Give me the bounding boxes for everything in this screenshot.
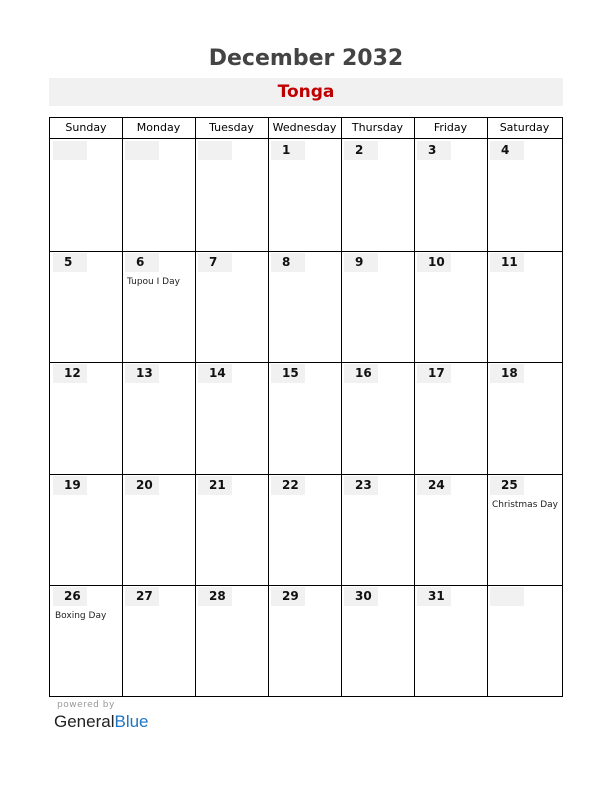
day-number: 19 bbox=[53, 476, 87, 495]
day-cell bbox=[488, 251, 562, 363]
day-cell bbox=[488, 139, 562, 251]
holiday-label: Christmas Day bbox=[492, 500, 559, 510]
day-number: 5 bbox=[53, 253, 87, 272]
brand-general: General bbox=[54, 712, 115, 731]
weekday-friday: Friday bbox=[433, 121, 468, 134]
day-cell bbox=[196, 362, 268, 474]
day-cell bbox=[123, 585, 195, 697]
day-number: 29 bbox=[271, 587, 305, 606]
day-number: 25 bbox=[490, 476, 524, 495]
weekday-monday: Monday bbox=[136, 121, 181, 134]
day-cell bbox=[269, 585, 341, 697]
day-cell bbox=[415, 585, 487, 697]
day-cell bbox=[488, 362, 562, 474]
day-number: 16 bbox=[344, 364, 378, 383]
day-cell bbox=[196, 474, 268, 586]
day-cell bbox=[123, 139, 195, 251]
day-number: 13 bbox=[125, 364, 159, 383]
page-title: December 2032 bbox=[208, 46, 404, 71]
day-number bbox=[53, 141, 87, 160]
day-cell bbox=[196, 585, 268, 697]
day-number bbox=[125, 141, 159, 160]
day-cell bbox=[342, 251, 414, 363]
day-number: 6 bbox=[125, 253, 159, 272]
day-cell bbox=[488, 474, 562, 586]
day-cell bbox=[342, 362, 414, 474]
day-number: 11 bbox=[490, 253, 524, 272]
day-cell bbox=[196, 139, 268, 251]
powered-by-text: powered by bbox=[57, 700, 115, 710]
day-cell bbox=[342, 139, 414, 251]
day-cell bbox=[51, 139, 122, 251]
weekday-tuesday: Tuesday bbox=[209, 121, 254, 134]
day-cell bbox=[51, 251, 122, 363]
calendar-grid bbox=[49, 117, 563, 697]
day-number: 17 bbox=[417, 364, 451, 383]
day-number: 18 bbox=[490, 364, 524, 383]
day-cell bbox=[269, 362, 341, 474]
day-number: 23 bbox=[344, 476, 378, 495]
day-cell bbox=[269, 251, 341, 363]
day-number bbox=[198, 141, 232, 160]
day-cell bbox=[342, 474, 414, 586]
day-number: 2 bbox=[344, 141, 378, 160]
weekday-thursday: Thursday bbox=[351, 121, 404, 134]
day-cell bbox=[123, 251, 195, 363]
day-cell bbox=[269, 474, 341, 586]
brand-blue: Blue bbox=[114, 712, 149, 731]
day-number: 24 bbox=[417, 476, 451, 495]
holiday-label: Boxing Day bbox=[55, 611, 107, 621]
day-number: 1 bbox=[271, 141, 305, 160]
day-cell bbox=[415, 362, 487, 474]
day-number: 10 bbox=[417, 253, 451, 272]
day-cell bbox=[51, 362, 122, 474]
day-number: 22 bbox=[271, 476, 305, 495]
day-cell bbox=[51, 585, 122, 697]
day-number: 31 bbox=[417, 587, 451, 606]
day-number: 7 bbox=[198, 253, 232, 272]
country-banner bbox=[49, 78, 563, 106]
day-number: 14 bbox=[198, 364, 232, 383]
day-cell bbox=[269, 139, 341, 251]
weekday-header-row bbox=[50, 118, 562, 139]
country-name: Tonga bbox=[277, 82, 335, 102]
holiday-label: Tupou I Day bbox=[127, 277, 180, 287]
day-cell bbox=[196, 251, 268, 363]
day-cell bbox=[342, 585, 414, 697]
day-number: 30 bbox=[344, 587, 378, 606]
day-number: 28 bbox=[198, 587, 232, 606]
day-number: 4 bbox=[490, 141, 524, 160]
day-number: 9 bbox=[344, 253, 378, 272]
day-number: 12 bbox=[53, 364, 87, 383]
day-cell bbox=[415, 251, 487, 363]
day-number bbox=[490, 587, 524, 606]
day-number: 20 bbox=[125, 476, 159, 495]
generalblue-logo[interactable] bbox=[54, 712, 149, 732]
day-cell bbox=[51, 474, 122, 586]
day-number: 27 bbox=[125, 587, 159, 606]
day-number: 15 bbox=[271, 364, 305, 383]
day-cell bbox=[415, 474, 487, 586]
day-number: 8 bbox=[271, 253, 305, 272]
weekday-sunday: Sunday bbox=[65, 121, 107, 134]
day-number: 3 bbox=[417, 141, 451, 160]
day-cell bbox=[488, 585, 562, 697]
day-cell bbox=[415, 139, 487, 251]
day-cell bbox=[123, 474, 195, 586]
weekday-saturday: Saturday bbox=[499, 121, 550, 134]
weekday-wednesday: Wednesday bbox=[272, 121, 337, 134]
day-number: 26 bbox=[53, 587, 87, 606]
day-number: 21 bbox=[198, 476, 232, 495]
day-cell bbox=[123, 362, 195, 474]
